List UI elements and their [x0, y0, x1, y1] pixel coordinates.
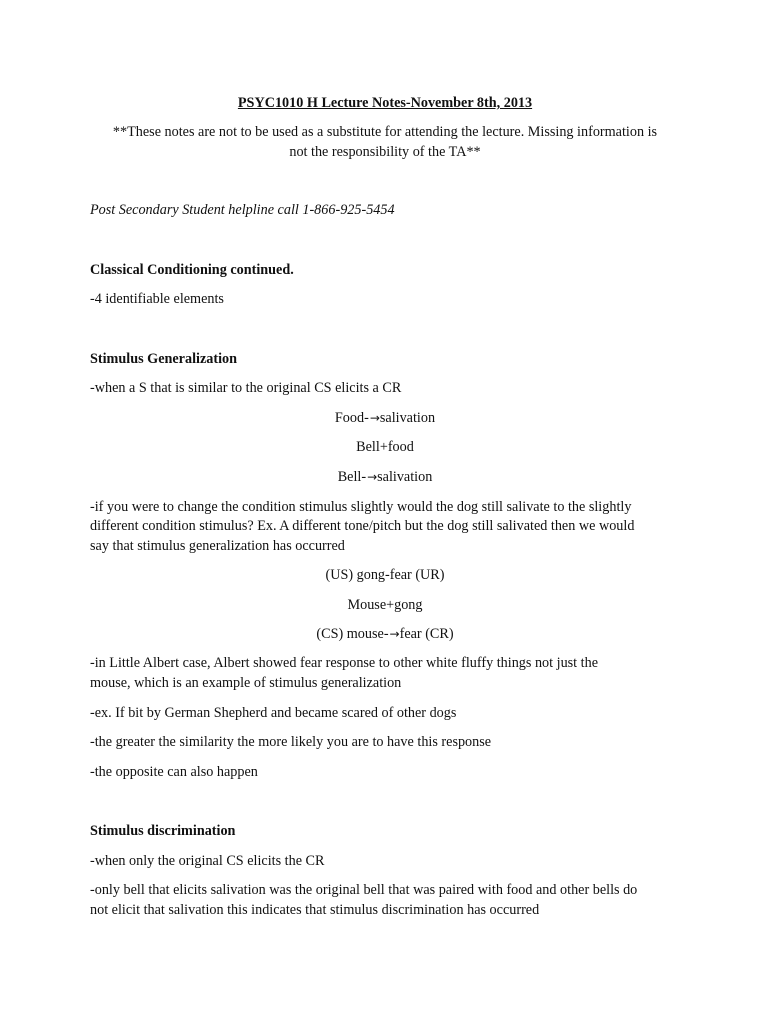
example2-line1: (US) gong-fear (UR) [325, 567, 445, 583]
section-heading-classical-conditioning: Classical Conditioning continued. [90, 262, 294, 278]
sg-paragraph-2-line-1: -in Little Albert case, Albert showed fear response to other white fluffy things not just the [90, 655, 599, 671]
sg-definition: -when a S that is similar to the original CS elicits a CR [90, 380, 402, 396]
sg-paragraph-4: -the greater the similarity the more likely you are to have this response [90, 734, 492, 750]
sg-paragraph-5: -the opposite can also happen [90, 764, 258, 780]
disclaimer-line-2: not the responsibility of the TA** [289, 144, 481, 160]
example2-line3-right: fear (CR) [399, 626, 454, 642]
sd-paragraph-1-line-2: not elicit that salivation this indicates that stimulus discrimination has occurred [90, 902, 540, 918]
example1-line3-left: Bell- [337, 469, 367, 485]
note-identifiable-elements: -4 identifiable elements [90, 291, 224, 307]
arrow-icon: → [367, 470, 378, 484]
arrow-icon: → [369, 411, 380, 425]
sd-definition: -when only the original CS elicits the CR [90, 853, 325, 869]
arrow-icon: → [389, 627, 400, 641]
example2-line3-left: (CS) mouse- [316, 626, 389, 642]
example2-line3 [90, 624, 680, 644]
section-heading-stimulus-discrimination: Stimulus discrimination [90, 823, 236, 839]
sg-paragraph-3: -ex. If bit by German Shepherd and became scared of other dogs [90, 705, 457, 721]
sg-paragraph-1-line-2: different condition stimulus? Ex. A different tone/pitch but the dog still salivated then we would [90, 518, 635, 534]
helpline-text: Post Secondary Student helpline call 1-866-925-5454 [90, 202, 395, 218]
example2-line2: Mouse+gong [347, 597, 423, 613]
example1-line1-right: salivation [379, 410, 436, 426]
example1-line3 [90, 467, 680, 487]
example1-line2: Bell+food [356, 439, 414, 455]
disclaimer-line-1: **These notes are not to be used as a substitute for attending the lecture. Missing information is [112, 124, 658, 140]
sd-paragraph-1-line-1: -only bell that elicits salivation was the original bell that was paired with food and other bells do [90, 882, 638, 898]
example1-line1-left: Food- [334, 410, 369, 426]
sg-paragraph-2-line-2: mouse, which is an example of stimulus generalization [90, 675, 402, 691]
page-title: PSYC1010 H Lecture Notes-November 8th, 2013 [237, 95, 533, 111]
sg-paragraph-1-line-3: say that stimulus generalization has occurred [90, 538, 345, 554]
section-heading-stimulus-generalization: Stimulus Generalization [90, 351, 238, 367]
example1-line1 [90, 408, 680, 428]
sg-paragraph-1-line-1: -if you were to change the condition stimulus slightly would the dog still salivate to the slightly [90, 499, 632, 515]
example1-line3-right: salivation [377, 469, 433, 485]
